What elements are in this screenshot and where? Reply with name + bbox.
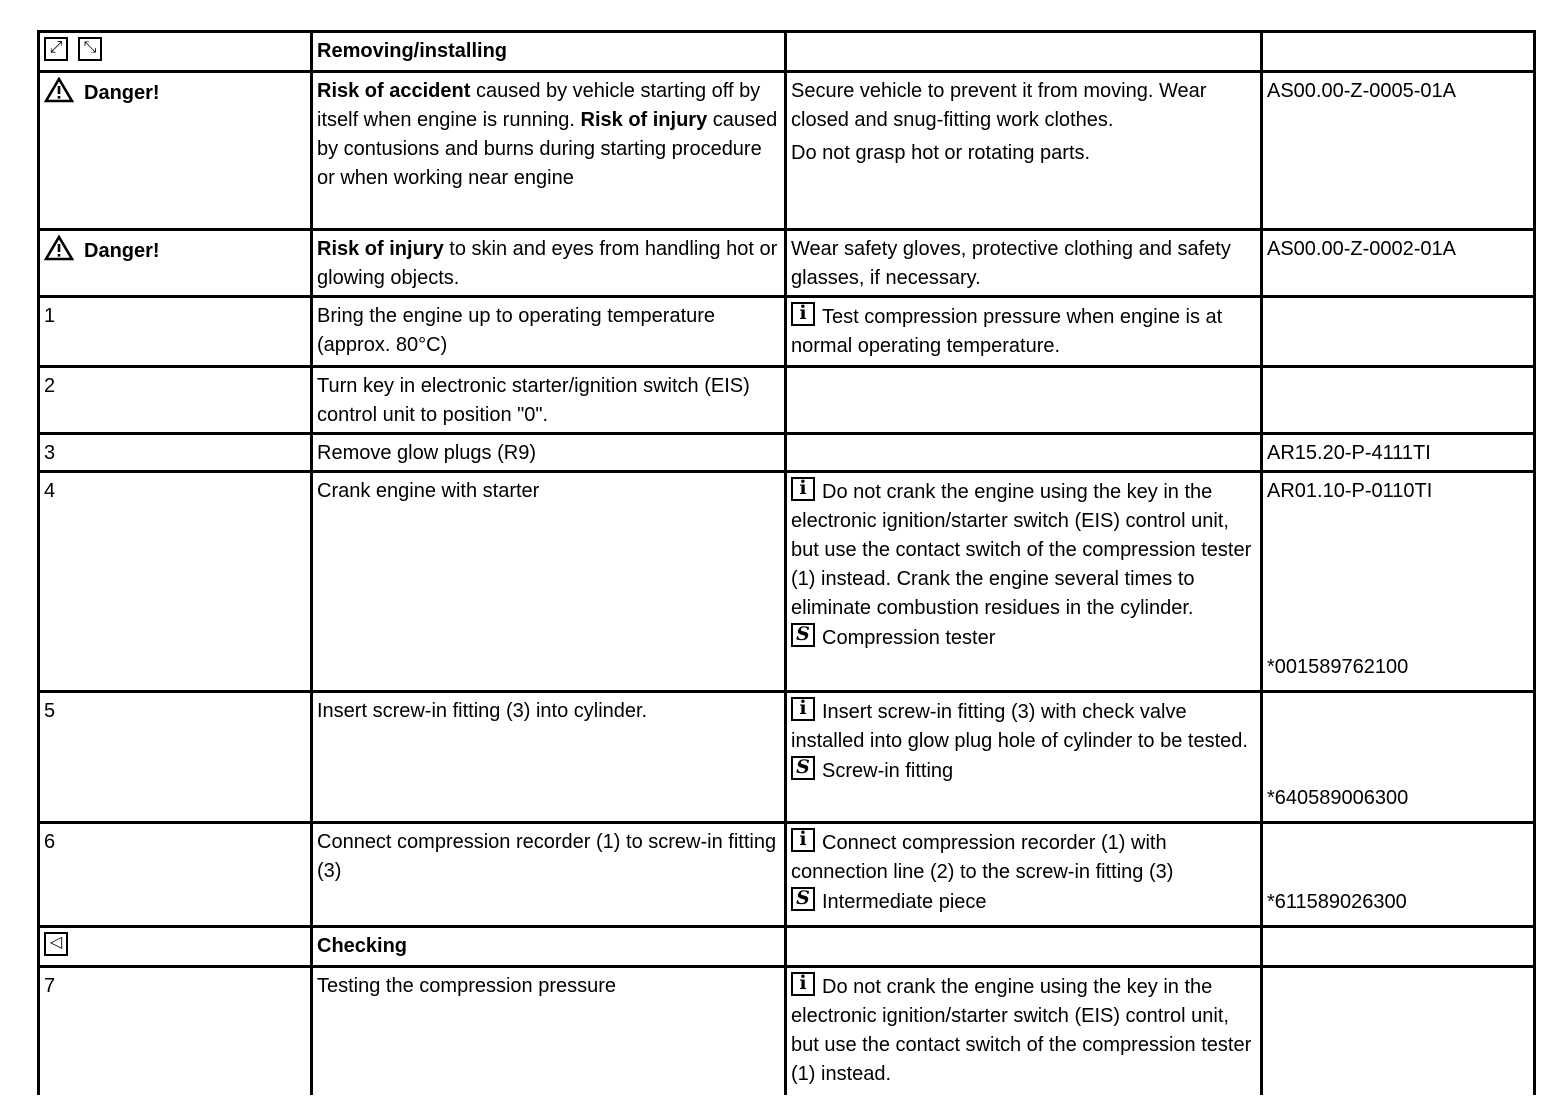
- risk-text: to skin and eyes from handling hot or glowing objects.: [317, 238, 778, 289]
- note-cell: [786, 823, 1262, 927]
- step-text: Testing the compression pressure: [312, 967, 786, 1095]
- special-tool-icon: [791, 756, 815, 780]
- table-row: [39, 823, 1535, 927]
- reference-code: AS00.00-Z-0005-01A: [1262, 72, 1535, 230]
- tool-number: *001589762100: [1267, 656, 1409, 678]
- table-row: [39, 472, 1535, 692]
- reference-code: AR01.10-P-0110TI: [1267, 480, 1433, 502]
- procedure-sheet: [37, 30, 1522, 1095]
- note-cell: [786, 692, 1262, 823]
- tool-name: Screw-in fitting: [822, 760, 954, 782]
- warning-triangle-icon: [44, 235, 74, 261]
- procedure-table: [37, 30, 1536, 1095]
- note-text: Do not crank the engine using the key in the electronic ignition/starter switch (EIS) control unit, but use the contact switch of the compression tester (1) instead.: [791, 976, 1252, 1085]
- measure-text: Do not grasp hot or rotating parts.: [791, 142, 1091, 164]
- reference-code: AS00.00-Z-0002-01A: [1262, 230, 1535, 297]
- table-row: [39, 367, 1535, 434]
- measure-text: Wear safety gloves, protective clothing and safety glasses, if necessary.: [786, 230, 1262, 297]
- info-icon: [791, 828, 815, 852]
- step-number: 2: [39, 367, 312, 434]
- step-number: 3: [39, 434, 312, 472]
- tool-name: Compression tester: [822, 627, 996, 649]
- step-text: Turn key in electronic starter/ignition switch (EIS) control unit to position "0".: [312, 367, 786, 434]
- icon-cell: [39, 927, 312, 967]
- table-row: [39, 692, 1535, 823]
- reference-code: AR15.20-P-4111TI: [1262, 434, 1535, 472]
- info-icon: [791, 697, 815, 721]
- danger-label-cell: [39, 230, 312, 297]
- info-icon: [791, 477, 815, 501]
- table-row: [39, 434, 1535, 472]
- checking-icon: [44, 932, 68, 956]
- table-row: [39, 967, 1535, 1095]
- reference-cell: [1262, 472, 1535, 692]
- measure-cell: [786, 72, 1262, 230]
- danger-label: Danger!: [84, 82, 160, 104]
- danger-label: Danger!: [84, 240, 160, 262]
- removing-icon: [44, 37, 68, 61]
- reference-cell: [1262, 823, 1535, 927]
- note-cell: [786, 472, 1262, 692]
- tool-number: *640589006300: [1267, 787, 1409, 809]
- step-text: Crank engine with starter: [312, 472, 786, 692]
- table-row: [39, 72, 1535, 230]
- step-text: Bring the engine up to operating temperature (approx. 80°C): [312, 297, 786, 367]
- risk-text: caused by vehicle starting off by itself when engine is running.: [317, 80, 761, 131]
- risk-text: caused by contusions and burns during starting procedure or when working near engine: [317, 109, 778, 189]
- warning-triangle-icon: [44, 77, 74, 103]
- risk-heading: Risk of accident: [317, 80, 471, 102]
- risk-heading: Risk of injury: [580, 109, 708, 131]
- table-row: [39, 927, 1535, 967]
- step-number: 6: [39, 823, 312, 927]
- risk-heading: Risk of injury: [317, 238, 444, 260]
- risk-cell: [312, 230, 786, 297]
- note-text: Do not crank the engine using the key in the electronic ignition/starter switch (EIS) control unit, but use the contact switch of the compression tester (1) instead. Crank the engine several times to eliminate combustion residues in the cylinder.: [791, 481, 1252, 619]
- risk-cell: [312, 72, 786, 230]
- installing-icon: [78, 37, 102, 61]
- step-text: Remove glow plugs (R9): [312, 434, 786, 472]
- note-cell: [786, 297, 1262, 367]
- step-number: 5: [39, 692, 312, 823]
- info-icon: [791, 972, 815, 996]
- note-text: Insert screw-in fitting (3) with check valve installed into glow plug hole of cylinder to be tested.: [791, 701, 1248, 752]
- step-number: 1: [39, 297, 312, 367]
- special-tool-icon: [791, 887, 815, 911]
- special-tool-icon: [791, 623, 815, 647]
- tool-name: Intermediate piece: [822, 891, 987, 913]
- section-title: Checking: [312, 927, 786, 967]
- icon-cell: [39, 32, 312, 72]
- note-text: Test compression pressure when engine is at normal operating temperature.: [791, 306, 1223, 357]
- section-title: Removing/installing: [312, 32, 786, 72]
- measure-text: Secure vehicle to prevent it from moving. Wear closed and snug-fitting work clothes.: [791, 80, 1207, 131]
- reference-cell: [1262, 692, 1535, 823]
- step-text: Connect compression recorder (1) to screw-in fitting (3): [312, 823, 786, 927]
- step-number: 4: [39, 472, 312, 692]
- table-row: [39, 230, 1535, 297]
- table-row: [39, 32, 1535, 72]
- note-text: Connect compression recorder (1) with connection line (2) to the screw-in fitting (3): [791, 832, 1174, 883]
- table-row: [39, 297, 1535, 367]
- tool-number: *611589026300: [1267, 891, 1407, 913]
- step-text: Insert screw-in fitting (3) into cylinder.: [312, 692, 786, 823]
- info-icon: [791, 302, 815, 326]
- step-number: 7: [39, 967, 312, 1095]
- danger-label-cell: [39, 72, 312, 230]
- note-cell: [786, 967, 1262, 1095]
